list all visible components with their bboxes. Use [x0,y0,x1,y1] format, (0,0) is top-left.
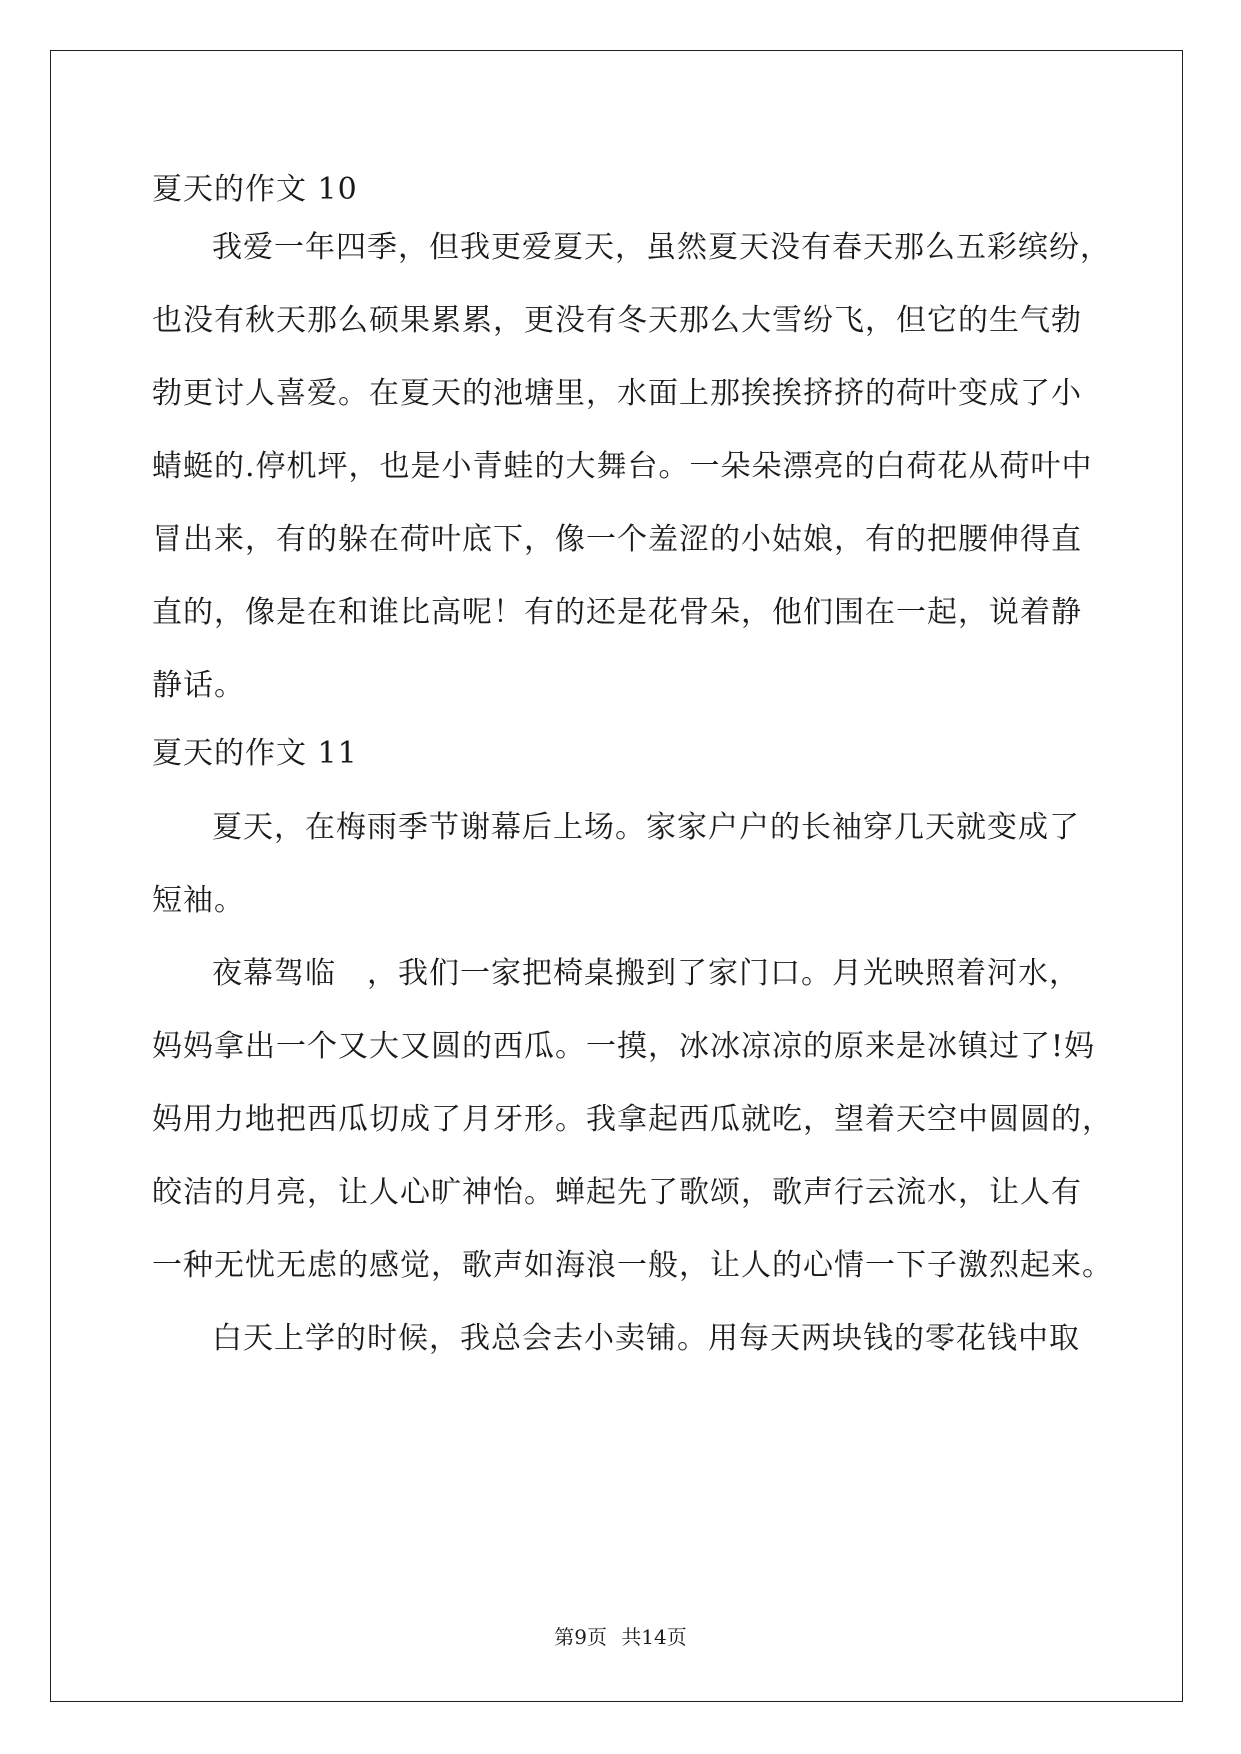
text-line: 直的，像是在和谁比高呢！有的还是花骨朵，他们围在一起，说着静 [152,595,1082,630]
text-line: 勃更讨人喜爱。在夏天的池塘里，水面上那挨挨挤挤的荷叶变成了小 [152,376,1082,411]
text-line: 一种无忧无虑的感觉，歌声如海浪一般，让人的心情一下子激烈起来。 [152,1248,1113,1283]
text-line: 也没有秋天那么硕果累累，更没有冬天那么大雪纷飞，但它的生气勃 [152,303,1082,338]
heading-essay-10: 夏天的作文 10 [152,172,358,207]
text-line: 冒出来，有的躲在荷叶底下，像一个羞涩的小姑娘，有的把腰伸得直 [152,522,1082,557]
heading-essay-11: 夏天的作文 11 [152,736,358,771]
text-line: 静话。 [152,668,245,703]
text-line: 妈用力地把西瓜切成了月牙形。我拿起西瓜就吃，望着天空中圆圆的， [152,1102,1113,1137]
page-border [50,50,1183,1702]
text-line: 蜻蜓的.停机坪，也是小青蛙的大舞台。一朵朵漂亮的白荷花从荷叶中 [152,449,1093,484]
text-line: 我爱一年四季，但我更爱夏天，虽然夏天没有春天那么五彩缤纷， [212,230,1111,265]
text-line: 夜幕驾临 ，我们一家把椅桌搬到了家门口。月光映照着河水， [212,956,1080,991]
text-line: 妈妈拿出一个又大又圆的西瓜。一摸，冰冰凉凉的原来是冰镇过了!妈 [152,1029,1096,1064]
text-line: 夏天，在梅雨季节谢幕后上场。家家户户的长袖穿几天就变成了 [212,810,1080,845]
page-footer [0,1624,1241,1650]
text-line: 皎洁的月亮，让人心旷神怡。蝉起先了歌颂，歌声行云流水，让人有 [152,1175,1082,1210]
page-total: 共14页 [621,1625,687,1649]
text-line: 短袖。 [152,883,245,918]
text-line: 白天上学的时候，我总会去小卖铺。用每天两块钱的零花钱中取 [212,1321,1080,1356]
page-number: 第9页 [554,1625,607,1649]
